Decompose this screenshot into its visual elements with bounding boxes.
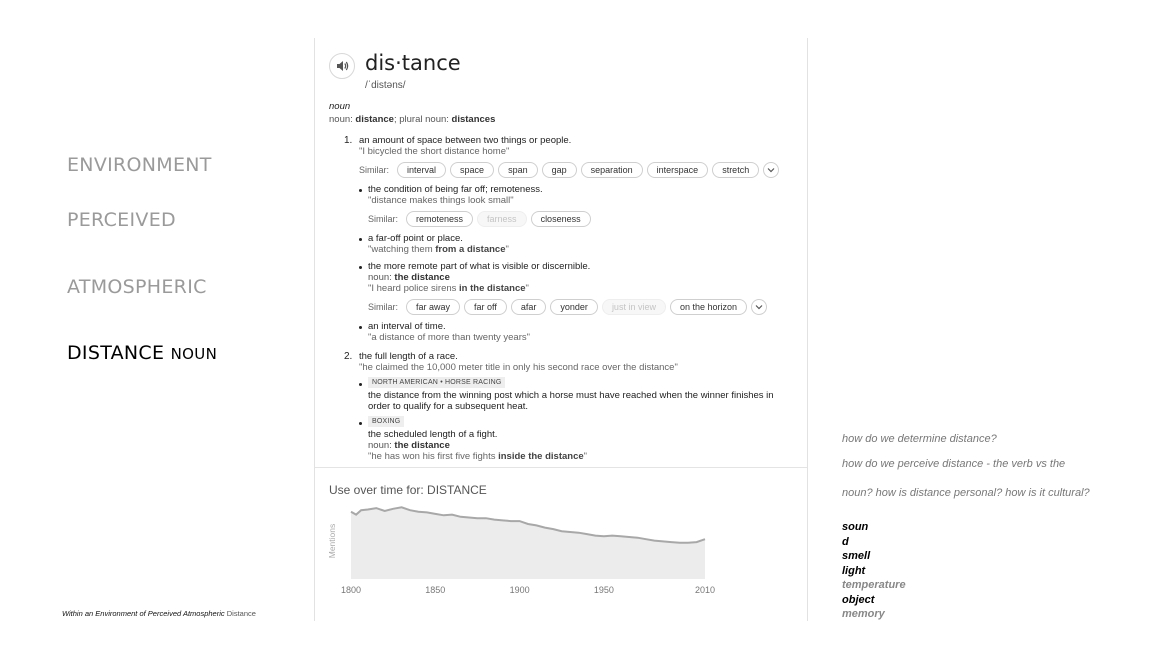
sense-2b-example	[368, 451, 587, 462]
chip-far-away[interactable]: far away	[406, 299, 460, 315]
example-emphasis: in the distance	[459, 283, 526, 294]
similar-row-1	[359, 162, 779, 178]
sense-1-number: 1.	[344, 135, 353, 146]
similar-label: Similar:	[368, 214, 399, 224]
noun-word: distance	[355, 114, 394, 125]
bullet	[359, 326, 362, 329]
question-2: how do we perceive distance - the verb vs the	[842, 458, 1066, 470]
sense-word: light	[842, 564, 866, 577]
x-tick-label: 1800	[340, 585, 362, 595]
sense-1d-definition: an interval of time.	[368, 321, 446, 332]
example-end: "	[525, 283, 529, 294]
usage-area	[351, 507, 705, 579]
example-text: "I heard police sirens	[368, 283, 460, 294]
sense-1d	[368, 321, 530, 343]
part-of-speech: noun	[329, 101, 351, 112]
sense-1c-subform	[368, 272, 590, 283]
dictionary-card	[314, 38, 808, 621]
pronunciation-button[interactable]	[329, 53, 355, 79]
x-tick-label: 1900	[509, 585, 530, 595]
sense-1b-definition: a far-off point or place.	[368, 233, 463, 244]
keyword-distance-suffix: NOUN	[170, 345, 218, 363]
footnote-italic: Within an Environment of Perceived Atmospheric	[62, 609, 225, 618]
x-tick-label: 1850	[425, 585, 446, 595]
subform-word: the distance	[394, 272, 450, 283]
sense-1c-example	[368, 283, 590, 294]
chevron-down-icon	[755, 304, 763, 310]
senses-list	[842, 520, 906, 622]
keyword-atmospheric: ATMOSPHERIC	[67, 276, 207, 298]
sense-1	[359, 135, 571, 157]
sense-word: d	[842, 535, 849, 548]
speaker-icon	[336, 60, 349, 72]
similar-label: Similar:	[368, 302, 399, 312]
register-label: BOXING	[368, 416, 404, 427]
footnote	[62, 609, 256, 618]
sense-1-example: "I bicycled the short distance home"	[359, 146, 510, 157]
example-emphasis: from a distance	[435, 244, 506, 255]
sense-1a-definition: the condition of being far off; remoteness.	[368, 184, 543, 195]
sense-2a	[368, 390, 774, 412]
sense-2a-definition-line-2: order to qualify for a subsequent heat.	[368, 401, 529, 412]
example-text: "watching them	[368, 244, 436, 255]
similar-label: Similar:	[359, 165, 390, 175]
bullet	[359, 383, 362, 386]
footnote-plain: Distance	[226, 609, 256, 618]
sense-2a-definition-line-1: the distance from the winning post which a horse must have reached when the winner finishes in	[368, 390, 774, 401]
usage-chart	[325, 501, 720, 601]
example-end: "	[505, 244, 509, 255]
chip-space[interactable]: space	[450, 162, 494, 178]
sense-1b	[368, 233, 509, 255]
bullet	[359, 266, 362, 269]
chip-stretch[interactable]: stretch	[712, 162, 759, 178]
expand-similar-button[interactable]	[763, 162, 779, 178]
chip-span[interactable]: span	[498, 162, 538, 178]
chip-afar[interactable]: afar	[511, 299, 547, 315]
keyword-distance	[67, 342, 217, 364]
sense-2	[359, 351, 678, 373]
subform-prefix: noun:	[368, 272, 395, 283]
y-axis-label: Mentions	[327, 523, 337, 559]
sense-1-definition: an amount of space between two things or people.	[359, 135, 572, 146]
bullet	[359, 189, 362, 192]
sense-word: smell	[842, 550, 871, 562]
chip-yonder[interactable]: yonder	[550, 299, 598, 315]
sense-2-definition: the full length of a race.	[359, 351, 458, 362]
chevron-down-icon	[767, 167, 775, 173]
chip-on-the-horizon[interactable]: on the horizon	[670, 299, 747, 315]
chip-interval[interactable]: interval	[397, 162, 446, 178]
noun-forms	[329, 114, 495, 125]
example-end: "	[583, 451, 588, 462]
sense-1d-example: "a distance of more than twenty years"	[368, 332, 530, 343]
bullet	[359, 422, 362, 425]
register-label: NORTH AMERICAN • HORSE RACING	[368, 377, 505, 388]
usage-title: Use over time for: DISTANCE	[329, 483, 487, 497]
chip-just-in-view[interactable]: just in view	[602, 299, 666, 315]
headword: dis·tance	[365, 51, 461, 75]
expand-similar-button[interactable]	[751, 299, 767, 315]
question-1: how do we determine distance?	[842, 433, 997, 445]
sense-2b	[368, 429, 587, 462]
x-tick-label: 1950	[593, 585, 614, 595]
noun-prefix: noun:	[329, 114, 356, 125]
similar-row-2	[368, 211, 591, 227]
chip-far-off[interactable]: far off	[464, 299, 507, 315]
chip-interspace[interactable]: interspace	[647, 162, 709, 178]
chip-separation[interactable]: separation	[581, 162, 643, 178]
sense-word: memory	[842, 608, 885, 620]
section-divider	[315, 467, 808, 468]
example-text: "he has won his first five fights	[368, 451, 499, 462]
example-emphasis: inside the distance	[498, 451, 584, 462]
sense-word: temperature	[842, 579, 906, 591]
sense-1a	[368, 184, 543, 206]
sense-word: soun	[842, 521, 869, 533]
sense-1a-example: "distance makes things look small"	[368, 195, 514, 206]
keyword-perceived: PERCEIVED	[67, 209, 176, 231]
x-tick-label: 2010	[694, 585, 716, 595]
noun-mid: ; plural noun:	[393, 114, 452, 125]
sense-word: object	[842, 593, 875, 606]
chip-farness[interactable]: farness	[477, 211, 527, 227]
keyword-environment: ENVIRONMENT	[67, 154, 212, 176]
sense-2b-subform	[368, 440, 587, 451]
noun-plural: distances	[451, 114, 496, 125]
phonetic: /ˈdistəns/	[365, 80, 406, 91]
sense-2-number: 2.	[344, 351, 353, 362]
similar-row-3	[368, 299, 767, 315]
sense-2b-definition: the scheduled length of a fight.	[368, 429, 498, 440]
sense-1c	[368, 261, 590, 294]
chip-closeness[interactable]: closeness	[531, 211, 591, 227]
sense-1c-definition: the more remote part of what is visible or discernible.	[368, 261, 591, 272]
sense-2-example: "he claimed the 10,000 meter title in only his second race over the distance"	[359, 362, 678, 373]
chip-remoteness[interactable]: remoteness	[406, 211, 473, 227]
subform-prefix: noun:	[368, 440, 395, 451]
keyword-distance-label: DISTANCE	[67, 342, 165, 364]
bullet	[359, 238, 362, 241]
sense-1b-example	[368, 244, 509, 255]
subform-word: the distance	[394, 440, 450, 451]
question-3: noun? how is distance personal? how is it cultural?	[842, 487, 1090, 499]
chip-gap[interactable]: gap	[542, 162, 577, 178]
